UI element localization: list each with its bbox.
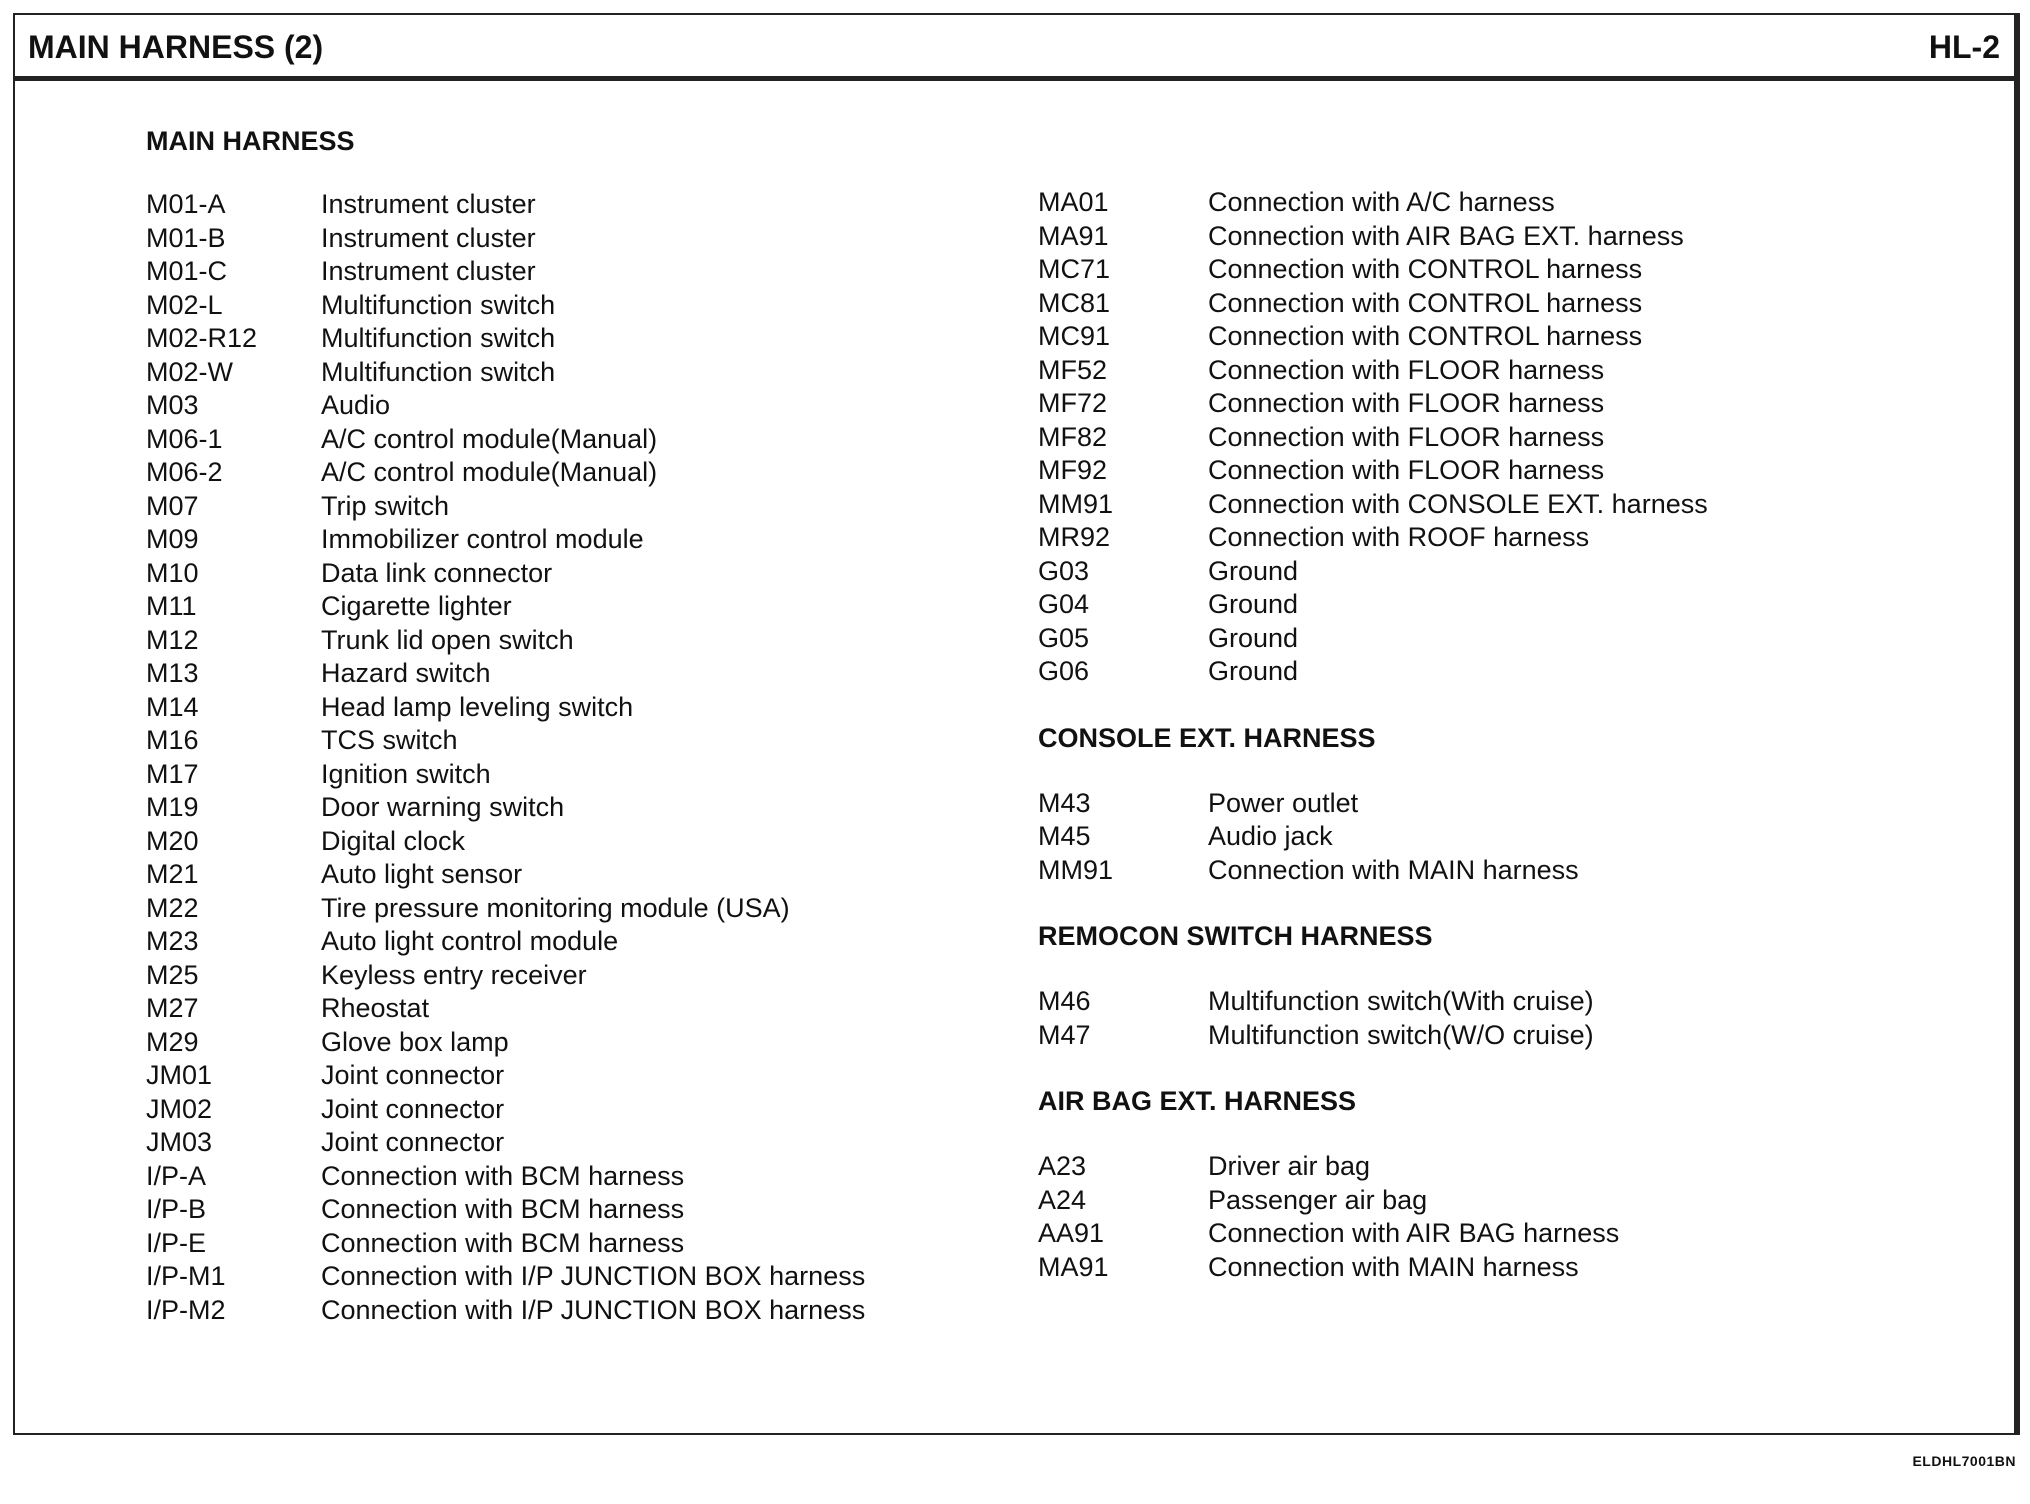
connector-code: MF72 [1038,388,1108,418]
connector-row [146,992,865,1026]
connector-description: Connection with MAIN harness [1208,854,1579,885]
remocon-list [1038,985,1708,1052]
connector-code: M09 [146,524,199,554]
connector-description: Data link connector [321,557,553,588]
connector-code: JM01 [146,1060,213,1090]
connector-code: I/P-M1 [146,1261,226,1291]
connector-row [1038,320,1708,354]
connector-description: Auto light sensor [321,859,523,889]
connector-description: Connection with AIR BAG harness [1208,1218,1620,1248]
connector-row [1038,1184,1708,1218]
connector-code: MC91 [1038,321,1111,351]
connector-description: Cigarette lighter [321,591,512,621]
connector-code: M02-L [146,289,223,320]
connector-description: Glove box lamp [321,1026,509,1057]
connector-code: MF52 [1038,354,1108,385]
connector-description: Connection with MAIN harness [1208,1251,1579,1282]
connector-code: M46 [1038,986,1091,1016]
connector-row [1038,1217,1708,1251]
connector-description: Immobilizer control module [321,524,644,554]
connector-row [146,691,865,725]
connector-code: M07 [146,490,199,521]
connector-code: M10 [146,557,199,588]
connector-code: MM91 [1038,488,1114,519]
connector-description: Connection with BCM harness [321,1194,685,1224]
connector-code: MA91 [1038,220,1109,251]
connector-description: Connection with FLOOR harness [1208,455,1605,485]
connector-row [1038,588,1708,622]
connector-row [146,1126,865,1160]
connector-code: M21 [146,859,199,889]
connector-code: M02-W [146,356,233,387]
connector-code: M19 [146,792,199,822]
connector-row [146,389,865,423]
connector-description: Ignition switch [321,758,491,789]
remocon-title: REMOCON SWITCH HARNESS [1038,921,1433,951]
connector-description: Head lamp leveling switch [321,691,634,722]
connector-code: JM03 [146,1127,213,1157]
connector-code: M25 [146,959,199,990]
connector-row [146,1227,865,1261]
connector-code: MC81 [1038,287,1111,318]
connector-row [146,724,865,758]
connector-row [1038,454,1708,488]
connector-description: Joint connector [321,1093,505,1124]
connector-code: MM91 [1038,854,1114,885]
connector-description: Connection with ROOF harness [1208,522,1590,552]
connector-code: G04 [1038,589,1090,619]
connector-description: Trunk lid open switch [321,624,574,655]
connector-row [1038,287,1708,321]
connector-code: A23 [1038,1151,1087,1181]
connector-row [1038,421,1708,455]
connector-code: M23 [146,926,199,956]
connector-description: Multifunction switch [321,289,556,320]
connector-code: I/P-A [146,1160,207,1191]
connector-row [146,624,865,658]
connector-code: G03 [1038,555,1090,586]
connector-row [146,791,865,825]
connector-row [1038,655,1708,689]
connector-row [146,925,865,959]
left-column [146,124,865,1327]
console-ext-list [1038,787,1708,888]
connector-description: Door warning switch [321,792,565,822]
connector-description: Connection with FLOOR harness [1208,388,1605,418]
connector-code: M13 [146,658,199,688]
page-code: HL-2 [1928,29,2000,65]
connector-row [146,523,865,557]
connector-description: Connection with A/C harness [1208,187,1555,217]
connector-code: M20 [146,825,199,856]
connector-row [146,1026,865,1060]
connector-description: A/C control module(Manual) [321,423,658,454]
connector-description: Power outlet [1208,787,1359,818]
connector-code: I/P-M2 [146,1294,226,1325]
connector-code: M27 [146,993,199,1023]
connector-code: MR92 [1038,522,1111,552]
connector-description: Multifunction switch(W/O cruise) [1208,1019,1594,1050]
connector-description: Audio [321,390,391,420]
connector-description: Connection with BCM harness [321,1160,685,1191]
connector-code: M14 [146,691,199,722]
connector-row [146,456,865,490]
connector-row [1038,622,1708,656]
page-title: MAIN HARNESS (2) [28,29,324,65]
connector-row [146,758,865,792]
connector-row [1038,985,1708,1019]
connector-description: Tire pressure monitoring module (USA) [321,892,790,923]
connector-code: M17 [146,758,199,789]
connector-description: Multifunction switch [321,323,556,353]
connector-code: M12 [146,624,199,655]
connector-row [146,322,865,356]
connector-row [146,590,865,624]
connector-code: I/P-E [146,1227,207,1258]
connector-row [146,1093,865,1127]
connector-description: Connection with AIR BAG EXT. harness [1208,220,1684,251]
connector-description: Audio jack [1208,821,1333,851]
connector-description: Rheostat [321,993,430,1023]
connector-description: Hazard switch [321,658,491,688]
connector-description: Joint connector [321,1127,505,1157]
connector-row [1038,854,1708,888]
connector-row [146,892,865,926]
connector-description: Multifunction switch [321,356,556,387]
connector-description: A/C control module(Manual) [321,457,658,487]
connector-description: Connection with CONTROL harness [1208,321,1643,351]
right-column [1038,186,1708,1284]
connector-row [146,356,865,390]
document-code: ELDHL7001BN [1912,1453,2016,1469]
page-header [15,15,2014,81]
connector-row [1038,387,1708,421]
connector-row [146,825,865,859]
connector-code: I/P-B [146,1194,207,1224]
connector-row [1038,1150,1708,1184]
connector-code: M43 [1038,787,1091,818]
connector-row [146,1260,865,1294]
connector-row [146,423,865,457]
connector-row [1038,253,1708,287]
connector-code: M45 [1038,821,1091,851]
connector-description: Connection with CONTROL harness [1208,254,1643,284]
connector-code: M02-R12 [146,323,258,353]
connector-row [146,490,865,524]
connector-code: MA01 [1038,187,1109,217]
connector-row [1038,1019,1708,1053]
connector-description: Connection with CONSOLE EXT. harness [1208,488,1708,519]
connector-description: Connection with I/P JUNCTION BOX harness [321,1261,866,1291]
connector-description: Ground [1208,656,1299,686]
connector-code: G05 [1038,622,1090,653]
connector-row [146,289,865,323]
connector-row [146,1059,865,1093]
connector-code: MF82 [1038,421,1108,452]
connector-code: M06-1 [146,423,223,454]
connector-row [146,657,865,691]
connector-code: AA91 [1038,1218,1105,1248]
connector-row [146,1160,865,1194]
connector-row [146,188,865,222]
connector-row [146,959,865,993]
airbag-ext-title: AIR BAG EXT. HARNESS [1038,1086,1357,1116]
connector-row [146,557,865,591]
connector-row [1038,220,1708,254]
frame-shadow [2016,13,2020,1435]
connector-code: M01-C [146,256,228,286]
connector-code: M22 [146,892,199,923]
connector-description: Connection with FLOOR harness [1208,421,1605,452]
connector-code: M01-B [146,222,226,253]
connector-code: A24 [1038,1184,1087,1215]
connector-description: Trip switch [321,490,450,521]
connector-description: Connection with CONTROL harness [1208,287,1643,318]
main-harness-title: MAIN HARNESS [146,126,355,156]
connector-description: Driver air bag [1208,1151,1371,1181]
connector-row [1038,787,1708,821]
connector-row [1038,820,1708,854]
connector-row [1038,521,1708,555]
connector-description: Connection with FLOOR harness [1208,354,1605,385]
connector-description: Ground [1208,555,1299,586]
connector-row [1038,354,1708,388]
connector-row [146,1193,865,1227]
connector-description: Ground [1208,622,1299,653]
connector-code: JM02 [146,1093,213,1124]
connector-row [1038,555,1708,589]
connector-description: Passenger air bag [1208,1184,1428,1215]
connector-row [146,255,865,289]
connector-row [1038,186,1708,220]
connector-code: M16 [146,725,199,755]
airbag-ext-list [1038,1150,1708,1284]
connector-code: MF92 [1038,455,1108,485]
connector-code: M11 [146,591,197,621]
connector-description: Digital clock [321,825,466,856]
connector-code: MA91 [1038,1251,1109,1282]
main-harness-right-list [1038,186,1708,689]
connector-description: Ground [1208,589,1299,619]
connector-description: Instrument cluster [321,256,536,286]
connector-description: Joint connector [321,1060,505,1090]
connector-code: M06-2 [146,457,223,487]
connector-code: M01-A [146,189,226,219]
connector-description: Multifunction switch(With cruise) [1208,986,1594,1016]
connector-description: Auto light control module [321,926,619,956]
connector-row [1038,1251,1708,1285]
connector-code: M29 [146,1026,199,1057]
main-harness-left-list [146,188,865,1327]
connector-code: M03 [146,390,199,420]
connector-code: G06 [1038,656,1090,686]
connector-row [1038,488,1708,522]
connector-code: MC71 [1038,254,1111,284]
connector-description: Instrument cluster [321,222,536,253]
connector-description: Keyless entry receiver [321,959,587,990]
connector-description: Connection with I/P JUNCTION BOX harness [321,1294,866,1325]
connector-description: Connection with BCM harness [321,1227,685,1258]
connector-row [146,222,865,256]
connector-description: TCS switch [321,725,458,755]
console-ext-title: CONSOLE EXT. HARNESS [1038,722,1376,753]
connector-row [146,858,865,892]
connector-row [146,1294,865,1328]
connector-description: Instrument cluster [321,189,536,219]
connector-code: M47 [1038,1019,1091,1050]
